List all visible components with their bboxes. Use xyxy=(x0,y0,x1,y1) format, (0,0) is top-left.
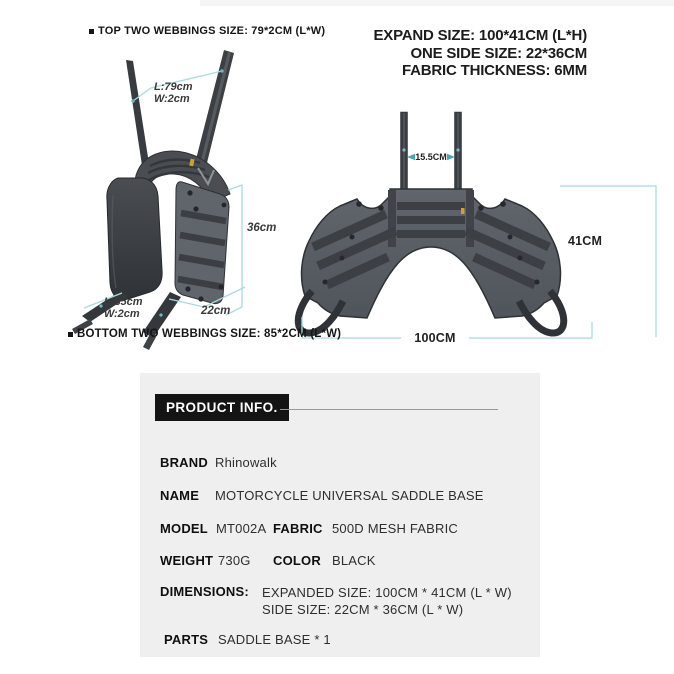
brand-label: BRAND xyxy=(160,455,208,470)
bottom-webbing-dimension-label xyxy=(104,296,143,320)
name-value: MOTORCYCLE UNIVERSAL SADDLE BASE xyxy=(215,488,484,503)
parts-value: SADDLE BASE * 1 xyxy=(218,632,331,647)
top-webbings-note-text: TOP TWO WEBBINGS SIZE: 79*2CM (L*W) xyxy=(98,25,326,37)
fabric-label: FABRIC xyxy=(273,521,323,536)
panel-height-label: 36cm xyxy=(247,222,277,234)
fabric-thickness-line: FABRIC THICKNESS: 6MM xyxy=(402,62,587,79)
model-label: MODEL xyxy=(160,521,208,536)
top-webbings-note xyxy=(89,25,325,37)
bottom-webbings-note-text: BOTTOM TWO WEBBINGS SIZE: 85*2CM (L*W) xyxy=(77,328,342,340)
top-webbing-width: W:2cm xyxy=(154,93,190,105)
dimensions-label: DIMENSIONS: xyxy=(160,584,249,599)
dimensions-side-size: SIDE SIZE: 22CM * 36CM (L * W) xyxy=(262,602,464,617)
dimensions-value xyxy=(262,584,512,618)
fabric-value: 500D MESH FABRIC xyxy=(332,521,459,536)
size-summary xyxy=(373,27,587,80)
weight-value: 730G xyxy=(218,553,251,568)
bottom-webbing-width: W:2cm xyxy=(104,308,140,320)
weight-label: WEIGHT xyxy=(160,553,214,568)
model-value: MT002A xyxy=(216,521,267,536)
dimensions-expanded-size: EXPANDED SIZE: 100CM * 41CM (L * W) xyxy=(262,585,512,600)
bottom-webbing-length: L:85cm xyxy=(104,296,143,308)
panel-width-label: 22cm xyxy=(201,305,231,317)
expanded-width-label: 100CM xyxy=(401,331,469,345)
expanded-view-drawing xyxy=(298,112,656,338)
square-bullet-icon xyxy=(68,332,73,337)
product-info-panel xyxy=(140,373,540,657)
top-webbing-dimension-label xyxy=(154,81,193,105)
brand-value: Rhinowalk xyxy=(215,455,277,470)
top-webbing-length: L:79cm xyxy=(154,81,193,93)
color-label: COLOR xyxy=(273,553,321,568)
strap-gap-label: 15.5CM xyxy=(415,152,447,162)
name-label: NAME xyxy=(160,488,200,503)
bottom-webbings-note xyxy=(68,328,341,340)
expand-size-line: EXPAND SIZE: 100*41CM (L*H) xyxy=(373,27,587,44)
expanded-height-label: 41CM xyxy=(568,234,603,248)
parts-label: PARTS xyxy=(164,632,209,647)
product-info-title: PRODUCT INFO. xyxy=(155,394,289,421)
one-side-size-line: ONE SIDE SIZE: 22*36CM xyxy=(410,44,587,62)
square-bullet-icon xyxy=(89,29,94,34)
title-divider-line xyxy=(280,409,498,410)
color-value: BLACK xyxy=(332,553,376,568)
